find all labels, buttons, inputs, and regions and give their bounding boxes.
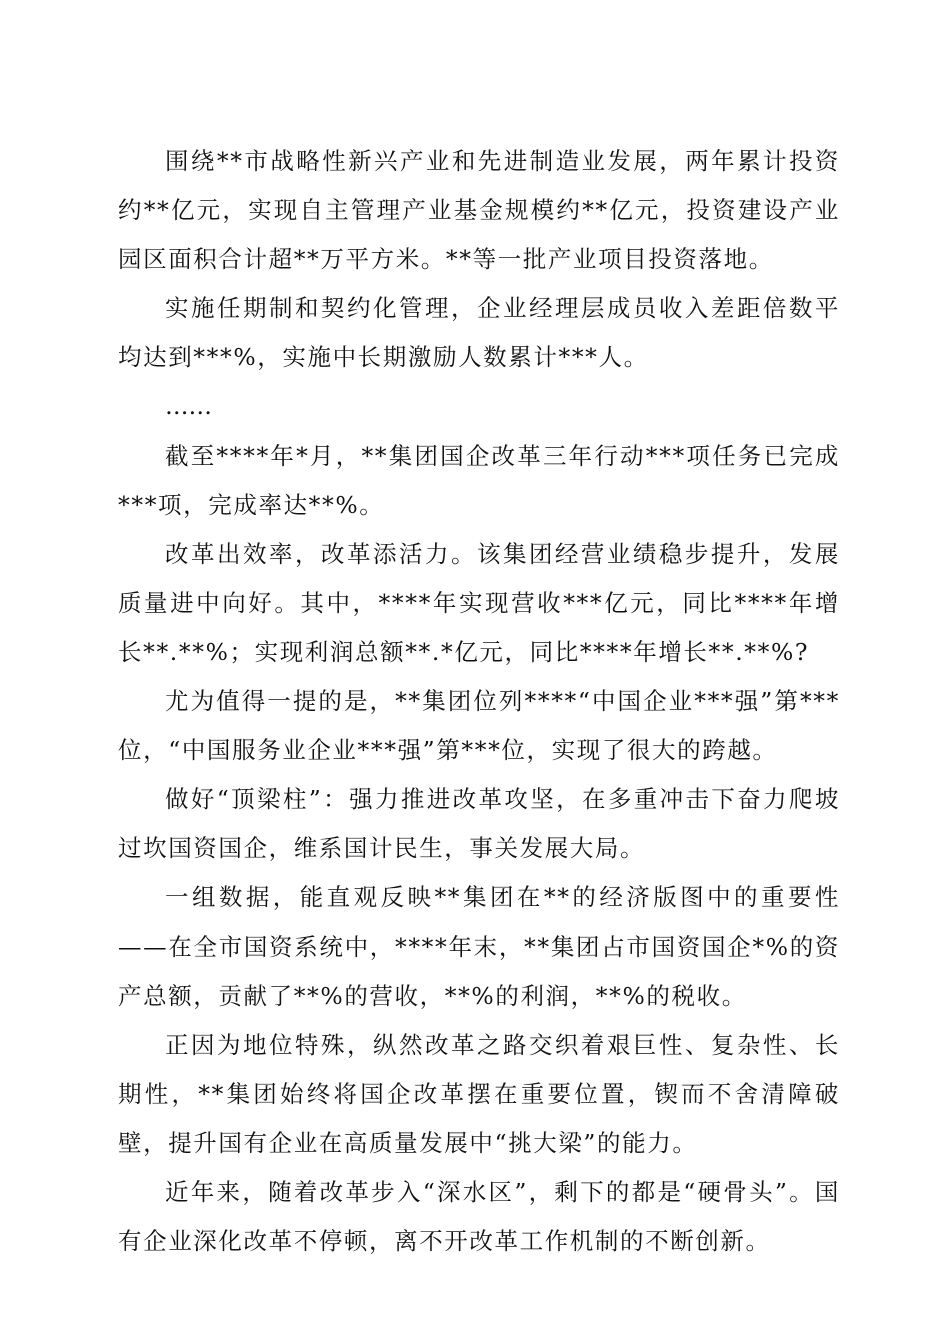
paragraph-key-data: 一组数据，能直观反映**集团在**的经济版图中的重要性——在全市国资系统中，****年末，**集团占市国资国企*%的资产总额，贡献了**%的营收，**%的利润，**%的税收。 <box>118 883 840 1010</box>
paragraph-tenure-management: 实施任期制和契约化管理，企业经理层成员收入差距倍数平均达到***%，实施中长期激励人数累计***人。 <box>118 294 840 372</box>
document-body <box>118 137 840 1266</box>
paragraph-enterprise-ranking: 尤为值得一提的是，**集团位列****“中国企业***强”第***位，“中国服务业企业***强”第***位，实现了很大的跨越。 <box>118 687 840 765</box>
paragraph-business-performance: 改革出效率，改革添活力。该集团经营业绩稳步提升，发展质量进中向好。其中，****年实现营收***亿元，同比****年增长**.**%；实现利润总额**.*亿元，同比****年增长**.**%? <box>118 539 840 666</box>
paragraph-pillar: 做好“顶梁柱”：强力推进改革攻坚，在多重冲击下奋力爬坡过坎国资国企，维系国计民生，事关发展大局。 <box>118 785 840 863</box>
paragraph-special-status: 正因为地位特殊，纵然改革之路交织着艰巨性、复杂性、长期性，**集团始终将国企改革摆在重要位置，锲而不舍清障破壁，提升国有企业在高质量发展中“挑大梁”的能力。 <box>118 1030 840 1157</box>
paragraph-industry-investment: 围绕**市战略性新兴产业和先进制造业发展，两年累计投资约**亿元，实现自主管理产业基金规模约**亿元，投资建设产业园区面积合计超**万平方米。**等一批产业项目投资落地。 <box>118 147 840 274</box>
paragraph-ellipsis: …… <box>165 392 212 421</box>
paragraph-deep-water: 近年来，随着改革步入“深水区”，剩下的都是“硬骨头”。国有企业深化改革不停顿，离不开改革工作机制的不断创新。 <box>118 1177 840 1256</box>
paragraph-reform-progress: 截至****年*月，**集团国企改革三年行动***项任务已完成***项，完成率达**%。 <box>118 441 840 519</box>
